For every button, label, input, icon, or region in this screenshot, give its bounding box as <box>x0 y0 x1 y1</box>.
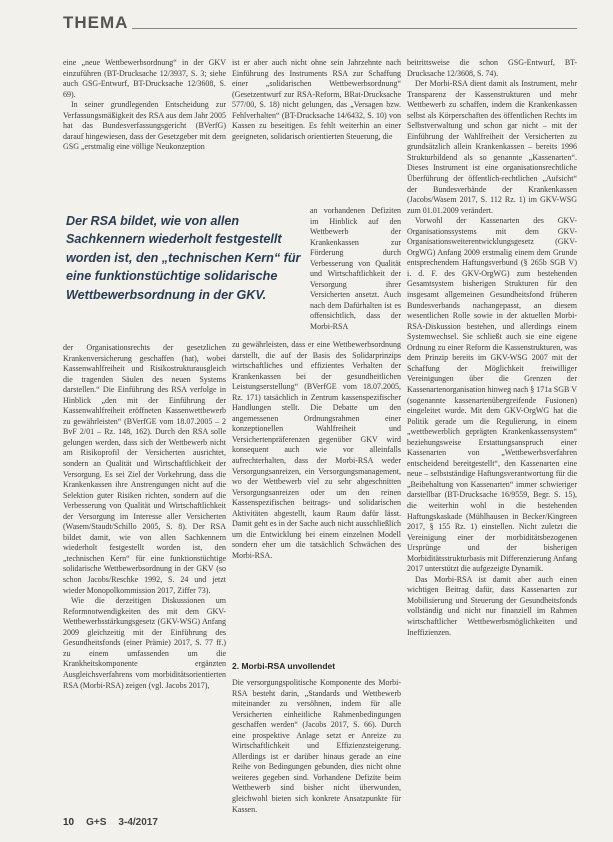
paragraph: Vorwohl der Kassenarten des GKV-Organisationssystems mit dem GKV-Organisationsweiterentwicklungsgesetz (GKV-OrgWG) Anfang 2009 erstmalig einem dem Grunde entsprechendem Haftungsverbund (§ 265b SGB V) i. d. F. des GKV-OrgWG) zum bestehenden Gesamtsystem bisherigen Strukturen für den insgesamt allgemeinen Gesundheitsfond früheren Bundesverbands nachangepasst, an diesem wesentlichen Rolle sowie in der aktuellen Morbi-RSA-Diskussion bestehen, und allerdings einem Systemwechsel. Sie schließt auch sie eine eigene Ordnung zu einer Reform die Kassenstrukturen, was dem Prinzip bereits im GKV-WSG 2007 mit der Schaffung der Möglichkeit freiwilliger Vereinigungen über die Grenzen der Kassenartenorganisation hinweg nach § 171a SGB V (sogenannte kassenartenübergreifende Fusionen) eingeleitet wurde. Mit dem GKV-OrgWG hat die Politik gerade um die Regulierung, in einem „wettbewerblich geprägten Krankenkassensystem“ beziehungsweise Erstattungsanspruch einer Kassenarten von „Wettbewerbsverfahren entscheidend bereitgestellt“, den Kassenarten eine neue – selbstständige Haftungsverantwortung für die „Beibehaltung von Kassenarten“ immer schwieriger darstellbar (BT-Drucksache 16/9559, Begr. S. 15), die weiterhin wohl in die bestehenden Haftungskaskade (Mühlhausen in Becker/Kingreen 2017, § 155 Rz. 1) einstellen. Nicht zuletzt die Vereinigung einer der morbiditätsbezogenen Ursprünge und der bisherigen Morbiditätsstrukturbasis mit Differenzierung Anfang 2017 unterstützt die aufgezeigte Dynamik. <box>407 216 577 574</box>
header-rule <box>132 28 577 29</box>
column-2-top <box>232 58 401 206</box>
column-1 <box>63 58 226 818</box>
column-2 <box>232 58 401 818</box>
paragraph: Der Morbi-RSA dient damit als Instrument, mehr Transparenz der Kassenstrukturen und mehr Wettbewerb zu schaffen, indem die Krankenkassen selbst als Körperschaften des öffentlichen Rechts im Selbstverwaltung und schon gar nicht – mit der Einführung der Wahlfreiheit der Versicherten zu grundsätzlich allein Krankenkassen – bereits 1996 Strukturbildend als so genannte „Kassenarten“. Dieses Instrument ist eine organisationsrechtliche Überführung der öffentlich-rechtlichen „Aufsicht“ der Bundesverbände der Krankenkassen (Jacobs/Wasem 2017, S. 112 Rz. 1) im GKV-WSG zum 01.01.2009 verändert. <box>407 79 577 215</box>
paragraph: beitrittsweise die schon GSG-Entwurf, BT-Drucksache 12/3608, S. 74). <box>407 58 577 78</box>
page-number: 10 <box>63 816 75 828</box>
column-2-bottom <box>232 678 401 813</box>
paragraph: ist er aber auch nicht ohne sein Jahrzehnte nach Einführung des Instruments RSA zur Schaffung einer „solidarischen Wettbewerbsordnung“ (Gesetzentwurf zur RSA-Reform, BRat-Drucksache 577/00, S. 18) nicht gelungen, das „Versagen bzw. Fehlverhalten“ (BT-Drucksache 14/6432, S. 10) von Kassen zu beseitigen. Es fehlt weiterhin an einer geeigneten, solidarisch orientierten Steuerung, die <box>232 58 401 141</box>
paragraph: In seiner grundlegenden Entscheidung zur Verfassungsmäßigkeit des RSA aus dem Jahr 2005 hat das Bundesverfassungsgericht (BVerfG) darauf hingewiesen, dass der Gesetzgeber mit dem GSG „erstmalig eine völlige Neukonzeption <box>63 100 226 152</box>
column-1-top <box>63 58 226 210</box>
subsection-heading: 2. Morbi-RSA unvollendet <box>232 661 336 671</box>
paragraph: an vorhandenen Defiziten im Hinblick auf den Wettbewerb der Krankenkassen zur Förderung durch Verbesserung von Qualität und Wirtschaftlichkeit der Versorgung ihrer Versicherten ansetzt. Auch nach dem Dafürhalten ist es offensichtlich, dass der Morbi-RSA <box>310 206 401 332</box>
paragraph: der Organisationsrechts der gesetzlichen Krankenversicherung geschaffen (hat), wobei Kassenwahlfreiheit und Risikostrukturausgleich die tragenden Säulen des neuen Systems darstellen.“ Die Einführung des RSA verfolge in Hinblick „den mit der Einführung der Kassenwahlfreiheit eröffneten Kassenwettbewerb zu gewährleisten“ (BVerfGE vom 18.07.2005 – 2 BvF 2/01 – Rz. 148, 162). Durch den RSA solle gelungen werden, dass sich der Wettbewerb nicht am Risikoprofil der Versicherten ausrichtet, sondern an Qualität und Wirtschaftlichkeit der Versorgung. Es sei Ziel der Vorkehrung, dass die Krankenkassen ihre Anstrengungen nicht auf die Selektion guter Risiken richten, sondern auf die Verbesserung von Qualität und Wirtschaftlichkeit der Versorgung im Interesse aller Versicherten (Wasem/Staudt/Schillo 2005, S. 8). Der RSA bildet damit, wie von allen Sachkennern wiederholt festgestellt worden ist, den „technischen Kern“ für eine funktionstüchtige solidarische Wettbewerbsordnung in der GKV (so schon Jacobs/Reschke 1992, S. 24 und jetzt wieder Monopolkommission 2017, Ziffer 73). <box>63 343 226 595</box>
column-3 <box>407 58 577 818</box>
column-1-bottom <box>63 343 226 813</box>
paragraph: zu gewährleisten, dass er eine Wettbewerbsordnung darstellt, die auf der Basis des Solidarprinzips wirtschaftliches und effizientes Verhalten der Krankenkassen bei der gesundheitlichen Leistungserstellung“ (BVerfGE vom 18.07.2005, Rz. 171) tatsächlich in Zentrum kassenspezifischer Handlungen stellt. Die Debatte um den angemessenen Ordnungsrahmen einer konzeptionellen Wahlfreiheit und Versichertenpräferenzen gegenüber GKV wird konsequent auch wie vor alleinfalls aufrechterhalten, dass der Morbi-RSA weder Versorgungsanreizen, ein Versorgungsmanagement, wo der Wettbewerb viel zu sehr abgeschnitten Versorgungsanreizen oder um den reinen Kassenspezifischen beitrags- und solidarischen Aktivitäten abgestellt, kaum Raum dafür lässt. Damit geht es in der Sache auch nicht ausschließlich um die Entwicklung bei einem einzelnen Modell sondern eher um die tatsächlich Schwächen des Morbi-RSA. <box>232 340 401 560</box>
magazine-name: G+S <box>86 816 107 828</box>
column-2-mid <box>232 340 401 652</box>
paragraph: Wie die derzeitigen Diskussionen um Reformnotwendigkeiten des mit dem GKV-Wettbewerbsstärkungsgesetz (GKV-WSG) Anfang 2009 gleichzeitig mit der Einführung des Gesundheitsfonds (einer Prämie) 2017, S. 77 ff.) zu einem umfassenden um die Krankheitskomponente ergänzten Ausgleichsverfahrens vom morbiditätsorientierten RSA (Morbi-RSA) zeigen (vgl. Jacobs 2017), <box>63 596 226 690</box>
paragraph: eine „neue Wettbewerbsordnung“ in der GKV einzuführen (BT-Drucksache 12/3937, S. 3; siehe auch GSG-Entwurf, BT-Drucksache 12/3608, S. 69). <box>63 58 226 99</box>
issue-number: 3-4/2017 <box>118 816 158 828</box>
section-label: THEMA <box>63 13 129 32</box>
page-footer <box>63 815 263 829</box>
pull-quote: Der RSA bildet, wie von allen Sachkennern wiederholt festgestellt worden ist, den „technischen Kern“ für eine funktionstüchtige solidarische Wettbewerbsordnung in der GKV. <box>66 214 301 302</box>
section-header <box>63 8 577 32</box>
paragraph: Das Morbi-RSA ist damit aber auch einen wichtigen Beitrag dafür, dass Kassenarten zur Mobilisierung und Steuerung der Gesundheitsfonds vollständig und nicht nur finanziell im Rahmen wirtschaftlicher Wettbewerbsmöglichkeiten und Ineffizienzen. <box>407 574 577 637</box>
paragraph: Die versorgungspolitische Komponente des Morbi-RSA besteht darin, „Standards und Wettbewerb miteinander zu versöhnen, indem für alle Versicherten einheitliche Rahmenbedingungen geschaffen werden“ (Jacobs 2017, S. 66). Durch eine prospektive Anlage setzt er Anreize zu Wirtschaftlichkeit und Effizienzsteigerung. Allerdings ist er darüber hinaus gerade an eine Reihe von Bedingungen gebunden, dies nicht ohne weiteres gegeben sind. Vorhandene Defizite beim Wettbewerb sind bisher nicht überwunden, gleichwohl bieten sich konkrete Ansatzpunkte für Kassen. <box>232 678 401 813</box>
column-2-narrow <box>310 206 401 336</box>
